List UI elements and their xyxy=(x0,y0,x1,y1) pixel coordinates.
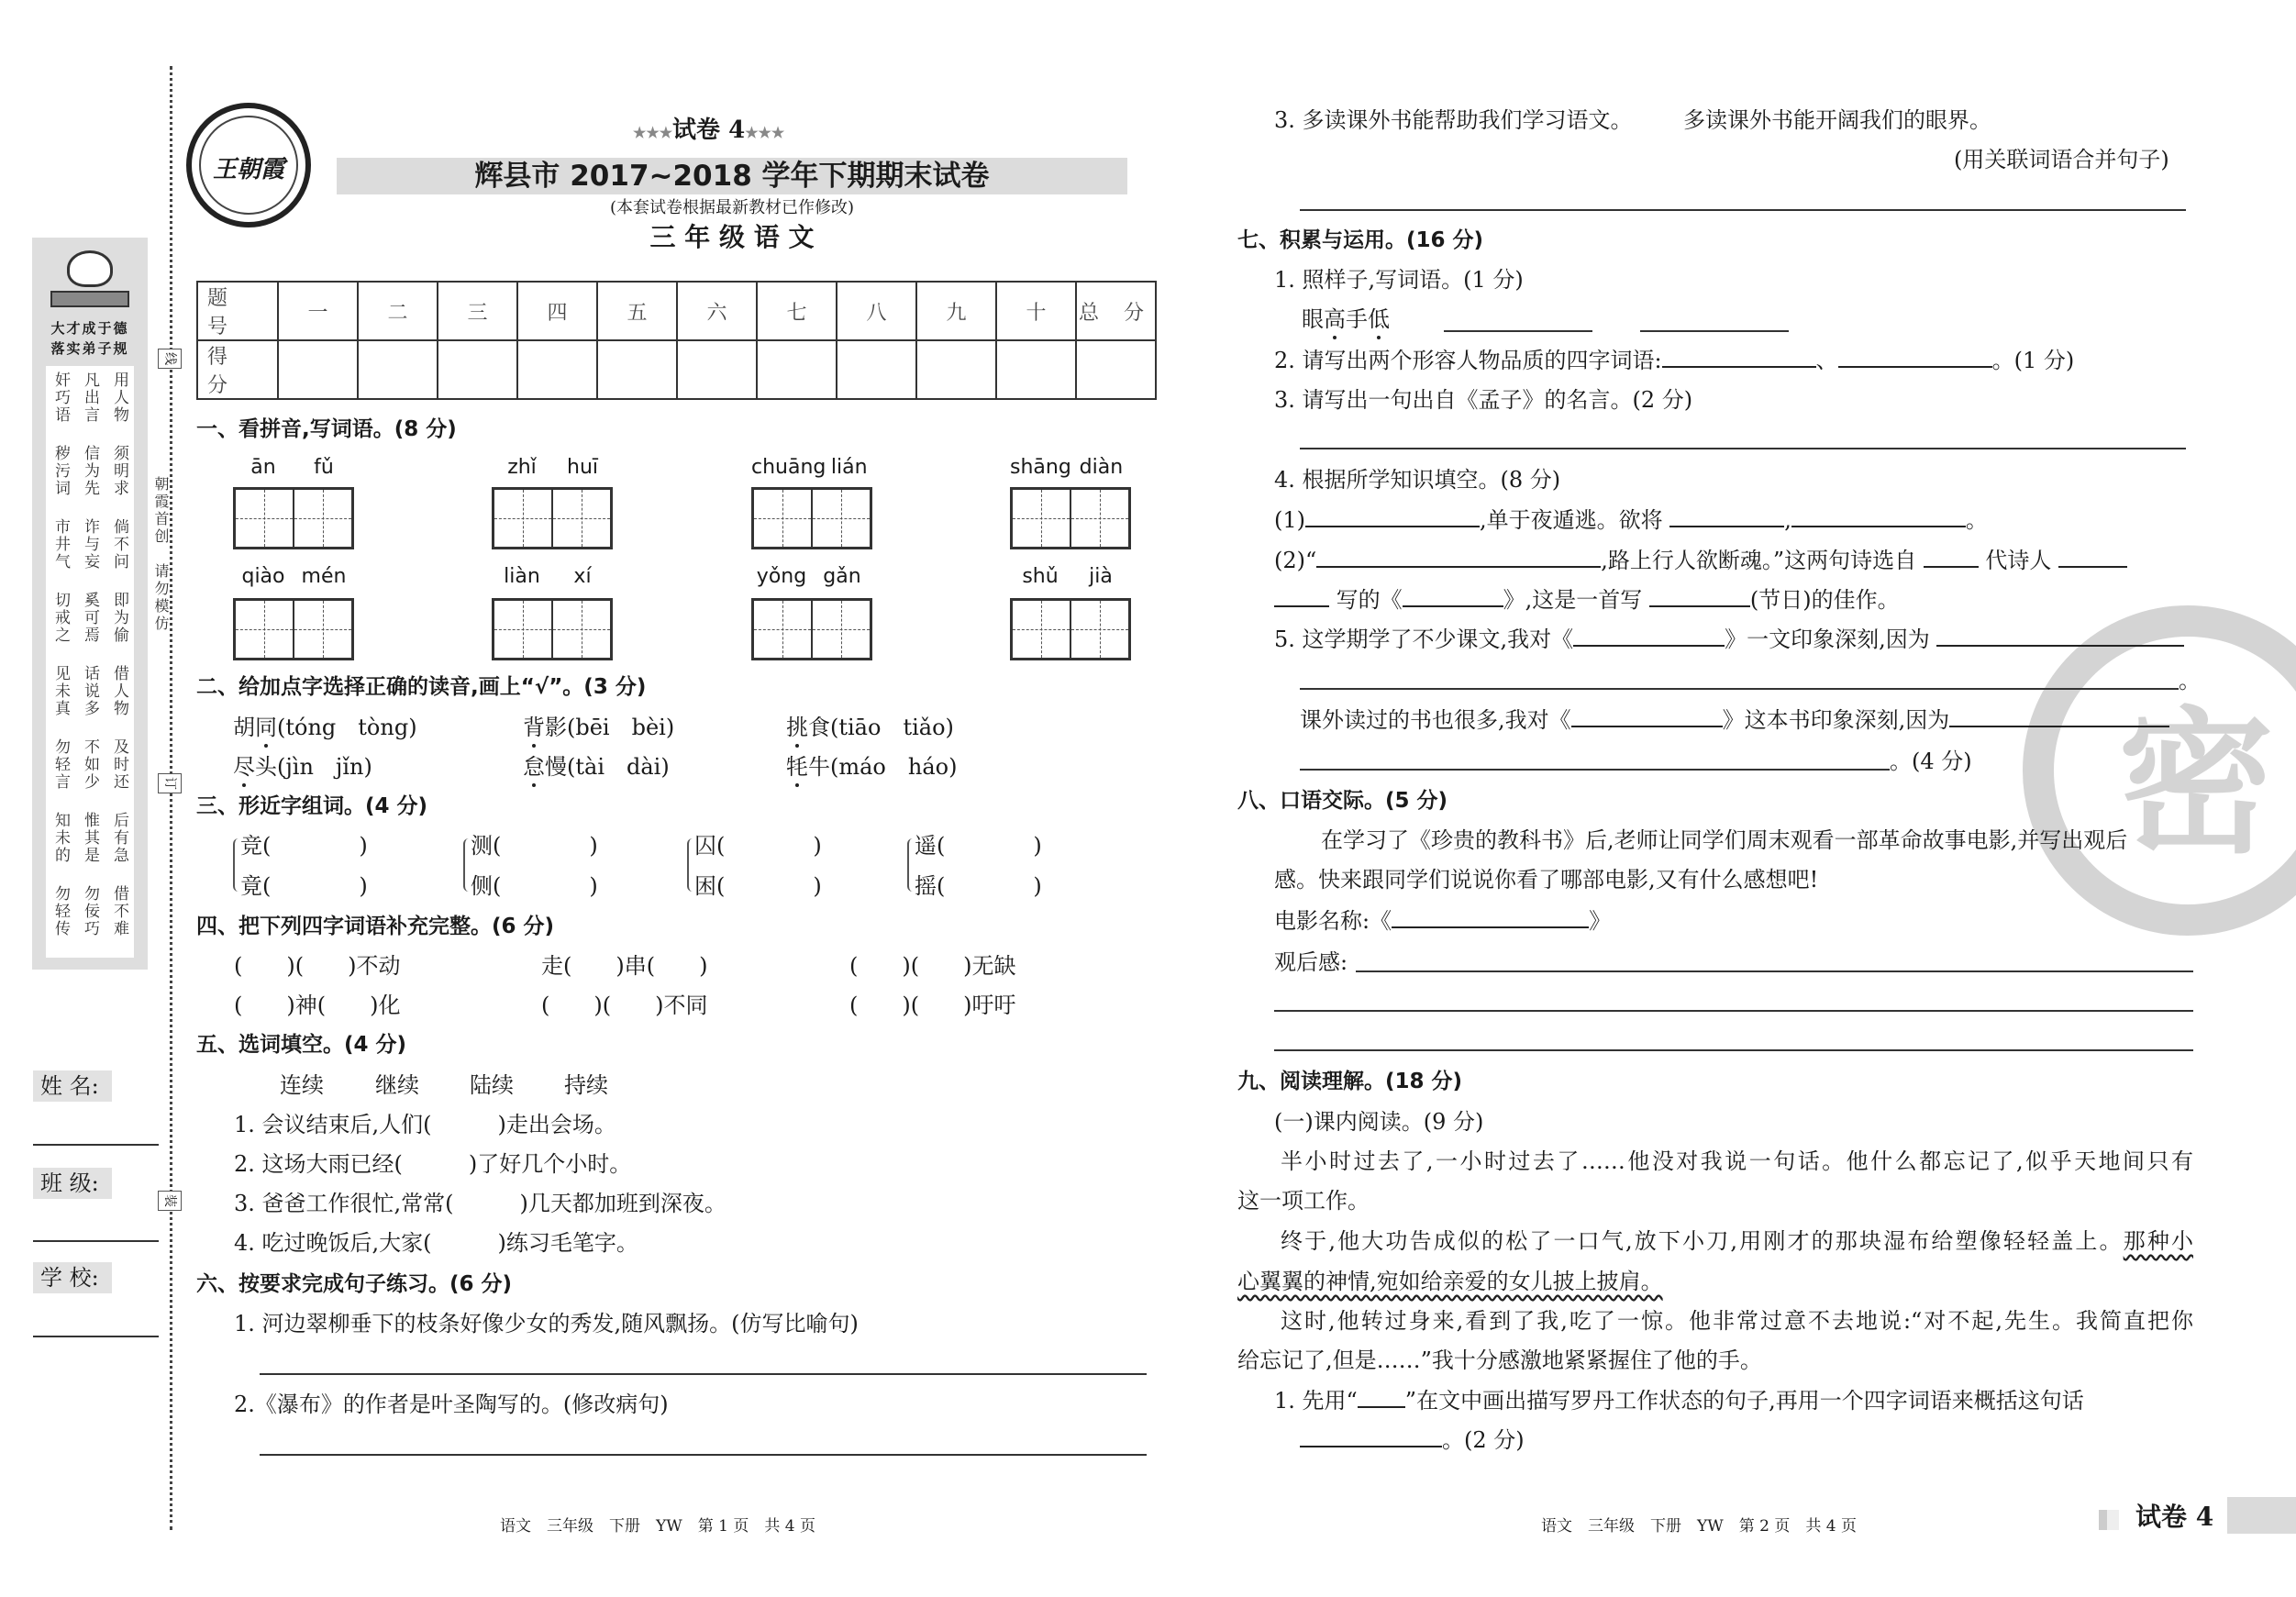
question-text: 。(2 分) xyxy=(1300,1427,1525,1453)
verse-group xyxy=(46,366,134,439)
section-9-title: 九、阅读理解。(18 分) xyxy=(1237,1070,1463,1093)
verse: 倘不问 xyxy=(110,518,128,571)
page-footer: 语文 三年级 下册 YW 第 2 页 共 4 页 xyxy=(1541,1517,1857,1536)
table-header-cell: 六 xyxy=(677,282,757,340)
word-group-item[interactable]: 囚( ) xyxy=(694,833,822,859)
section-8-title: 八、口语交际。(5 分) xyxy=(1237,789,1448,813)
exam-title: 辉县市 2017~2018 学年下期期末试卷 xyxy=(474,160,990,193)
page-footer: 语文 三年级 下册 YW 第 1 页 共 4 页 xyxy=(500,1517,815,1536)
question-text: 2.《瀑布》的作者是叶圣陶写的。(修改病句) xyxy=(234,1392,669,1417)
passage-line: 这一项工作。 xyxy=(1237,1188,1370,1214)
verse-group xyxy=(46,880,134,953)
question-text: 4. 根据所学知识填空。(8 分) xyxy=(1274,467,1561,493)
writing-grid[interactable] xyxy=(1010,487,1131,549)
verse: 借不难 xyxy=(110,885,128,937)
tag-dots-icon xyxy=(2099,1510,2119,1530)
answer-blank[interactable] xyxy=(1573,627,1725,647)
verse-group xyxy=(46,586,134,660)
writing-grid[interactable] xyxy=(751,487,872,549)
verse: 奚可焉 xyxy=(81,592,99,644)
verse: 勿轻传 xyxy=(51,885,70,937)
table-header-cell: 七 xyxy=(757,282,837,340)
verse: 借人物 xyxy=(110,665,128,717)
fill-blank-item[interactable]: 3. 爸爸工作很忙,常常( )几天都加班到深夜。 xyxy=(234,1191,727,1216)
class-label: 班 级: xyxy=(33,1168,112,1199)
answer-blank[interactable] xyxy=(1316,548,1601,568)
verse: 凡出言 xyxy=(81,372,99,424)
idiom-item[interactable]: ( )( )不动 xyxy=(234,953,401,979)
reading-choice-item[interactable]: 怠慢(tài dài) xyxy=(523,754,670,780)
example-word: 眼高手低 xyxy=(1302,306,1390,332)
verse: 勿佞巧 xyxy=(81,885,99,937)
answer-blank[interactable] xyxy=(1838,348,1992,368)
binding-dotted-line xyxy=(170,66,172,1530)
verse: 奸巧语 xyxy=(51,372,70,424)
table-header-cell: 九 xyxy=(916,282,996,340)
table-row xyxy=(197,340,1156,399)
score-cell[interactable] xyxy=(517,340,597,399)
movie-name-field: 电影名称:《 》 xyxy=(1274,908,1612,934)
verse: 惟其是 xyxy=(81,812,99,864)
section-1-title: 一、看拼音,写词语。(8 分) xyxy=(196,417,457,441)
answer-blank[interactable] xyxy=(1924,548,1979,568)
idiom-item[interactable]: ( )( )不同 xyxy=(541,993,708,1018)
pinyin: chuāng lián xyxy=(751,456,868,479)
question-text: (1) ,单于夜遁逃。欲将 , 。 xyxy=(1274,507,1988,533)
idiom-item[interactable]: ( )( )无缺 xyxy=(849,953,1016,979)
writing-grid[interactable] xyxy=(1010,598,1131,660)
question-text: 1. 河边翠柳垂下的枝条好像少女的秀发,随风飘扬。(仿写比喻句) xyxy=(234,1311,859,1336)
score-cell[interactable] xyxy=(1076,340,1156,399)
pinyin: shāng diàn xyxy=(1010,456,1124,479)
wavy-underlined-sentence: 那种小 xyxy=(2123,1228,2194,1254)
pinyin: qiào mén xyxy=(241,565,347,588)
score-cell[interactable] xyxy=(916,340,996,399)
name-input-line[interactable] xyxy=(33,1144,159,1146)
section-3-title: 三、形近字组词。(4 分) xyxy=(196,794,428,818)
verse: 勿轻言 xyxy=(51,738,70,791)
reading-choice-item[interactable]: 挑食(tiāo tiǎo) xyxy=(786,715,954,740)
verse: 不如少 xyxy=(81,738,99,791)
wavy-underlined-sentence: 心翼翼的神情,宛如给亲爱的女儿披上披肩。 xyxy=(1237,1269,1663,1294)
writing-grid[interactable] xyxy=(233,487,354,549)
answer-blank[interactable] xyxy=(1791,507,1966,527)
fill-blank-item[interactable]: 2. 这场大雨已经( )了好几个小时。 xyxy=(234,1151,632,1177)
fill-blank-item[interactable]: 4. 吃过晚饭后,大家( )练习毛笔字。 xyxy=(234,1230,638,1256)
verse: 用人物 xyxy=(110,372,128,424)
score-cell[interactable] xyxy=(597,340,677,399)
binding-mark: 线 xyxy=(158,349,182,369)
score-cell[interactable] xyxy=(757,340,837,399)
section-6-title: 六、按要求完成句子练习。(6 分) xyxy=(196,1272,513,1296)
word-group-item[interactable]: 竞( ) xyxy=(240,833,368,859)
publisher-logo xyxy=(186,103,311,227)
copyright-notice: 朝霞首创 请勿模仿 xyxy=(152,476,170,633)
verse: 市井气 xyxy=(51,518,70,571)
score-cell[interactable] xyxy=(677,340,757,399)
answer-blank[interactable] xyxy=(1305,507,1480,527)
answer-line[interactable] xyxy=(1274,1010,2193,1012)
idiom-item[interactable]: ( )( )吁吁 xyxy=(849,993,1016,1018)
reading-choice-item[interactable]: 背影(bēi bèi) xyxy=(523,715,675,740)
table-header-cell: 五 xyxy=(597,282,677,340)
passage-line xyxy=(1237,1269,1663,1294)
table-row xyxy=(197,282,1156,340)
answer-line[interactable] xyxy=(260,1454,1147,1456)
pinyin: liàn xí xyxy=(504,565,592,588)
series-label xyxy=(633,117,784,146)
exam-note: (本套试卷根据最新教材已作修改) xyxy=(609,198,855,217)
answer-blank[interactable] xyxy=(1403,587,1503,607)
verse: 及时还 xyxy=(110,738,128,791)
word-group-item[interactable]: 摇( ) xyxy=(915,873,1042,899)
score-label-cell: 得 分 xyxy=(197,340,278,399)
idiom-item[interactable]: 走( )串( ) xyxy=(541,953,708,979)
answer-blank[interactable] xyxy=(1649,587,1750,607)
word-choice: 连续 xyxy=(280,1072,324,1098)
brace-icon xyxy=(233,838,240,892)
answer-line[interactable] xyxy=(1300,688,2179,690)
score-cell[interactable] xyxy=(996,340,1076,399)
section-2-title: 二、给加点字选择正确的读音,画上“√”。(3 分) xyxy=(196,675,647,699)
logo-text: 王朝霞 xyxy=(212,156,284,183)
answer-line[interactable] xyxy=(1274,1049,2193,1051)
answer-blank[interactable] xyxy=(1274,587,1329,607)
pinyin: zhǐ huī xyxy=(507,456,598,479)
question-text: 2. 请写出两个形容人物品质的四字词语: 、 。(1 分) xyxy=(1274,348,2075,373)
brace-icon xyxy=(687,838,694,892)
answer-blank[interactable] xyxy=(1669,507,1784,527)
answer-line[interactable] xyxy=(1300,448,2186,449)
watermark-glyph: 密 xyxy=(2118,692,2275,875)
passage-line: 终于,他大功告成似的松了一口气,放下小刀,用刚才的那块湿布给塑像轻轻盖上。那种小 xyxy=(1281,1228,2194,1254)
paragraph-line: 在学习了《珍贵的教科书》后,老师让同学们周末观看一部革命故事电影,并写出观后 xyxy=(1321,827,2128,853)
review-label: 观后感: xyxy=(1274,949,1348,975)
passage-line: 这时,他转过身来,看到了我,吃了一惊。他非常过意不去地说:“对不起,先生。我简直把你 xyxy=(1281,1308,2193,1334)
question-text: 3. 请写出一句出自《孟子》的名言。(2 分) xyxy=(1274,387,1693,413)
score-cell[interactable] xyxy=(278,340,358,399)
verse: 话说多 xyxy=(81,665,99,717)
table-header-cell: 题 号 xyxy=(197,282,278,340)
verse-group xyxy=(46,439,134,513)
word-group-item[interactable]: 遥( ) xyxy=(915,833,1042,859)
paragraph-line: 感。快来跟同学们说说你看了哪部电影,又有什么感想吧! xyxy=(1274,867,1819,893)
answer-blank[interactable] xyxy=(1662,348,1816,368)
series-text: 试卷 4 xyxy=(672,116,746,144)
verse: 见未真 xyxy=(51,665,70,717)
question-text: 5. 这学期学了不少课文,我对《 》一文印象深刻,因为 xyxy=(1274,627,2184,652)
question-hint: (用关联词语合并句子) xyxy=(1954,147,2169,172)
verse-group xyxy=(46,513,134,586)
score-table xyxy=(196,281,1157,400)
brace-icon xyxy=(463,838,471,892)
fill-blank-item[interactable]: 1. 会议结束后,人们( )走出会场。 xyxy=(234,1112,616,1137)
table-header-cell: 二 xyxy=(358,282,438,340)
writing-grid[interactable] xyxy=(492,598,613,660)
answer-line[interactable] xyxy=(1300,209,2186,211)
cartoon-boy-icon xyxy=(67,250,113,287)
section-7-title: 七、积累与运用。(16 分) xyxy=(1237,228,1484,252)
pinyin: yǒng gǎn xyxy=(756,565,861,588)
verse-list xyxy=(46,366,134,958)
pinyin: ān fǔ xyxy=(250,456,334,479)
writing-grid[interactable] xyxy=(751,598,872,660)
answer-blank[interactable] xyxy=(1571,707,1723,727)
verse-group xyxy=(46,733,134,806)
answer-line[interactable] xyxy=(1444,330,1592,332)
verse-group xyxy=(46,660,134,733)
name-label: 姓 名: xyxy=(33,1070,112,1102)
question-text: (2)“ ,路上行人欲断魂。”这两句诗选自 代诗人 xyxy=(1274,548,2127,573)
pinyin: shǔ jià xyxy=(1022,565,1113,588)
table-header-cell: 四 xyxy=(517,282,597,340)
writing-grid[interactable] xyxy=(233,598,354,660)
school-label: 学 校: xyxy=(33,1262,112,1293)
verse: 即为偷 xyxy=(110,592,128,644)
question-text: 1. 照样子,写词语。(1 分) xyxy=(1274,267,1524,293)
answer-line[interactable] xyxy=(1640,330,1789,332)
tag-band xyxy=(2227,1497,2296,1534)
table-header-cell: 三 xyxy=(438,282,517,340)
star-icon: ★★★ xyxy=(633,124,673,141)
answer-blank[interactable] xyxy=(1300,1427,1442,1447)
verse: 须明求 xyxy=(110,445,128,497)
question-text: 1. 先用“ ”在文中画出描写罗丹工作状态的句子,再用一个四字词语来概括这句话 xyxy=(1274,1388,2084,1414)
exam-tag: 试卷 4 xyxy=(2135,1502,2214,1532)
desk-icon xyxy=(50,291,129,307)
word-group-item[interactable]: 困( ) xyxy=(694,873,822,899)
punctuation: 。 xyxy=(2179,668,2201,693)
question-text: 3. 多读课外书能帮助我们学习语文。 xyxy=(1274,107,1633,133)
table-header-cell: 一 xyxy=(278,282,358,340)
brace-icon xyxy=(907,838,915,892)
word-choice: 持续 xyxy=(564,1072,608,1098)
word-group-item[interactable]: 侧( ) xyxy=(471,873,598,899)
word-choice: 陆续 xyxy=(470,1072,514,1098)
word-choice: 继续 xyxy=(375,1072,419,1098)
passage-line: 半小时过去了,一小时过去了……他没对我说一句话。他什么都忘记了,似乎天地间只有 xyxy=(1281,1148,2193,1174)
binding-mark: 装 xyxy=(158,1191,182,1211)
table-header-cell: 八 xyxy=(837,282,916,340)
slogan-line: 大才成于德 xyxy=(50,320,129,337)
answer-blank[interactable] xyxy=(1936,627,2184,647)
watermark-seal xyxy=(2023,605,2296,936)
word-group-item[interactable]: 竟( ) xyxy=(240,873,368,899)
score-note: 。(4 分) xyxy=(1890,749,1972,774)
sidebar-panel xyxy=(32,238,148,970)
word-group-item[interactable]: 测( ) xyxy=(471,833,598,859)
score-cell[interactable] xyxy=(438,340,517,399)
reading-choice-item[interactable]: 胡同(tóng tòng) xyxy=(233,715,417,740)
answer-line[interactable] xyxy=(260,1373,1147,1375)
underline-sample xyxy=(1358,1388,1405,1408)
answer-blank[interactable] xyxy=(1949,707,2169,727)
score-cell[interactable] xyxy=(358,340,438,399)
school-input-line[interactable] xyxy=(33,1336,159,1337)
writing-grid[interactable] xyxy=(492,487,613,549)
verse: 后有急 xyxy=(110,812,128,864)
answer-line[interactable] xyxy=(1300,769,1890,771)
verse: 诈与妄 xyxy=(81,518,99,571)
slogan-line: 落实弟子规 xyxy=(50,340,129,357)
answer-blank[interactable] xyxy=(1392,908,1589,928)
reading-choice-item[interactable]: 尽头(jìn jǐn) xyxy=(233,754,372,780)
question-text: 写的《 》,这是一首写 (节日)的佳作。 xyxy=(1274,587,1900,613)
table-header-cell: 十 xyxy=(996,282,1076,340)
answer-line[interactable] xyxy=(1356,970,2193,972)
star-icon: ★★★ xyxy=(745,124,785,141)
score-cell[interactable] xyxy=(837,340,916,399)
verse: 切戒之 xyxy=(51,592,70,644)
passage-line: 给忘记了,但是……”我十分感激地紧紧握住了他的手。 xyxy=(1237,1347,1762,1373)
verse: 知未的 xyxy=(51,812,70,864)
class-input-line[interactable] xyxy=(33,1240,159,1242)
question-text: 多读课外书能开阔我们的眼界。 xyxy=(1683,107,1991,133)
verse-group xyxy=(46,806,134,880)
subsection-title: (一)课内阅读。(9 分) xyxy=(1274,1109,1484,1135)
section-4-title: 四、把下列四字词语补充完整。(6 分) xyxy=(196,915,555,938)
reading-choice-item[interactable]: 牦牛(máo háo) xyxy=(786,754,958,780)
binding-mark: 订 xyxy=(158,773,182,793)
idiom-item[interactable]: ( )神( )化 xyxy=(234,993,401,1018)
question-text: 课外读过的书也很多,我对《 》这本书印象深刻,因为 xyxy=(1300,707,2169,733)
verse: 信为先 xyxy=(81,445,99,497)
table-header-cell: 总 分 xyxy=(1076,282,1156,340)
verse: 秽污词 xyxy=(51,445,70,497)
exam-subject: 三 年 级 语 文 xyxy=(649,222,815,252)
answer-blank[interactable] xyxy=(2058,548,2127,568)
section-5-title: 五、选词填空。(4 分) xyxy=(196,1033,407,1057)
